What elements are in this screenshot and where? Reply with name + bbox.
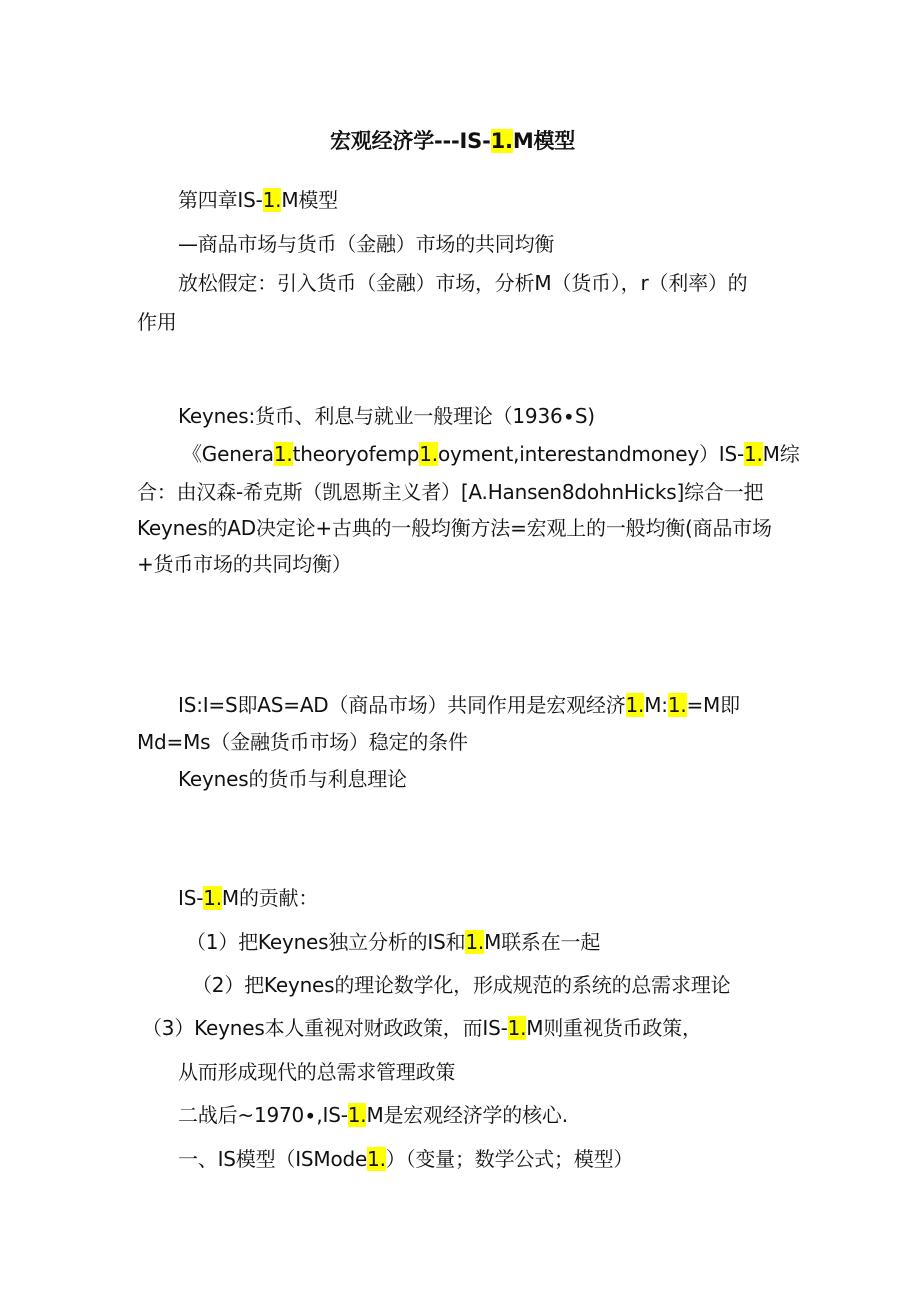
highlight: 1.	[203, 886, 222, 910]
highlight: 1.	[667, 693, 687, 717]
document-title: 宏观经济学---IS-1.M模型	[330, 129, 576, 153]
paragraph-line: —商品市场与货币（金融）市场的共同均衡	[178, 232, 555, 256]
highlight: 1.	[419, 442, 438, 466]
paragraph-line: 放松假定：引入货币（金融）市场，分析M（货币），r（利率）的	[178, 271, 748, 295]
highlight: 1.	[743, 442, 763, 466]
highlight: 1.	[273, 442, 293, 466]
paragraph-line: 一、IS模型（ISMode1.）（变量；数学公式；模型）	[178, 1147, 634, 1171]
paragraph-line: Md=Ms（金融货币市场）稳定的条件	[137, 730, 468, 754]
paragraph-line: Keynes的AD决定论+古典的一般均衡方法=宏观上的一般均衡(商品市场	[137, 516, 772, 540]
highlight: 1.	[465, 930, 485, 954]
paragraph-line: Keynes:货币、利息与就业一般理论（1936∙S)	[178, 404, 595, 428]
highlight: 1.	[367, 1147, 386, 1171]
paragraph-line: IS:I=S即AS=AD（商品市场）共同作用是宏观经济1.M:1.=M即	[178, 693, 740, 717]
paragraph-line: （2）把Keynes的理论数学化，形成规范的系统的总需求理论	[192, 973, 731, 997]
paragraph-line: 从而形成现代的总需求管理政策	[178, 1060, 456, 1084]
paragraph-line: （3）Keynes本人重视对财政政策，而IS-1.M则重视货币政策，	[142, 1016, 702, 1040]
paragraph-line: 二战后~1970∙,IS-1.M是宏观经济学的核心.	[178, 1103, 568, 1127]
paragraph-line: （1）把Keynes独立分析的IS和1.M联系在一起	[186, 930, 601, 954]
paragraph-line: 合：由汉森-希克斯（凯恩斯主义者）[A.Hansen8dohnHicks]综合一把	[137, 480, 764, 504]
paragraph-line: Keynes的货币与利息理论	[178, 767, 407, 791]
highlight: 1.	[507, 1016, 527, 1040]
highlight: 1.	[490, 129, 513, 153]
paragraph-line: 第四章IS-1.M模型	[178, 188, 338, 212]
paragraph-line: +货币市场的共同均衡）	[137, 552, 352, 576]
paragraph-line: IS-1.M的贡献：	[178, 886, 319, 910]
paragraph-line: 作用	[137, 310, 177, 334]
highlight: 1.	[625, 693, 645, 717]
highlight: 1.	[262, 188, 282, 212]
paragraph-line: 《Genera1.theoryofemp1.oyment,interestandmoney）IS-1.M综	[182, 442, 800, 466]
highlight: 1.	[347, 1103, 367, 1127]
